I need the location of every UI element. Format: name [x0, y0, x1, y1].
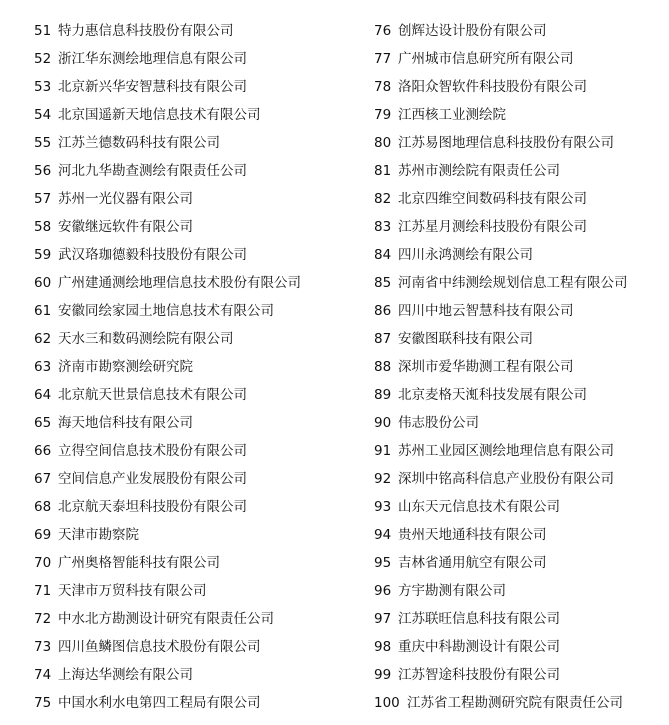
item-number: 90 [374, 415, 392, 431]
item-number: 62 [34, 331, 52, 347]
company-name: 四川永鸿测绘有限公司 [398, 247, 533, 263]
list-item [374, 549, 664, 577]
list-item [34, 157, 344, 185]
list-item [34, 549, 344, 577]
list-item [374, 73, 664, 101]
company-name: 广州奥格智能科技有限公司 [58, 555, 220, 571]
item-number: 92 [374, 471, 392, 487]
item-number: 60 [34, 275, 52, 291]
item-number: 77 [374, 51, 392, 67]
company-name: 江苏兰德数码科技有限公司 [58, 135, 220, 151]
item-number: 87 [374, 331, 392, 347]
item-number: 65 [34, 415, 52, 431]
list-item [374, 297, 664, 325]
item-number: 51 [34, 23, 52, 39]
company-name: 中国水利水电第四工程局有限公司 [58, 695, 261, 711]
company-name: 济南市勘察测绘研究院 [58, 359, 193, 375]
list-item [34, 465, 344, 493]
company-name: 重庆中科勘测设计有限公司 [398, 639, 560, 655]
list-item [374, 101, 664, 129]
list-item [34, 493, 344, 521]
list-item [374, 437, 664, 465]
list-item [34, 521, 344, 549]
item-number: 70 [34, 555, 52, 571]
list-item [34, 213, 344, 241]
company-name: 江苏星月测绘科技股份有限公司 [398, 219, 587, 235]
item-number: 94 [374, 527, 392, 543]
company-name: 苏州一光仪器有限公司 [58, 191, 193, 207]
list-item [374, 241, 664, 269]
company-name: 北京四维空间数码科技有限公司 [398, 191, 587, 207]
item-number: 69 [34, 527, 52, 543]
item-number: 63 [34, 359, 52, 375]
company-name: 苏州市测绘院有限责任公司 [398, 163, 560, 179]
item-number: 85 [374, 275, 392, 291]
company-name: 四川中地云智慧科技有限公司 [398, 303, 574, 319]
list-item [374, 689, 664, 717]
list-item [34, 241, 344, 269]
item-number: 80 [374, 135, 392, 151]
company-name: 创辉达设计股份有限公司 [398, 23, 547, 39]
list-item [34, 661, 344, 689]
list-item [34, 437, 344, 465]
company-name: 北京航天泰坦科技股份有限公司 [58, 499, 247, 515]
list-item [34, 577, 344, 605]
list-item [34, 353, 344, 381]
company-name: 吉林省通用航空有限公司 [398, 555, 547, 571]
list-item [374, 577, 664, 605]
item-number: 67 [34, 471, 52, 487]
list-item [374, 381, 664, 409]
item-number: 78 [374, 79, 392, 95]
company-name: 武汉珞珈德毅科技股份有限公司 [58, 247, 247, 263]
item-number: 82 [374, 191, 392, 207]
list-item [374, 157, 664, 185]
left-column [34, 17, 344, 717]
list-item [34, 297, 344, 325]
list-item [374, 213, 664, 241]
item-number: 93 [374, 499, 392, 515]
company-name: 安徽图联科技有限公司 [398, 331, 533, 347]
list-item [374, 633, 664, 661]
item-number: 98 [374, 639, 392, 655]
list-item [34, 409, 344, 437]
company-name: 洛阳众智软件科技股份有限公司 [398, 79, 587, 95]
company-name: 河南省中纬测绘规划信息工程有限公司 [398, 275, 628, 291]
company-name: 山东天元信息技术有限公司 [398, 499, 560, 515]
company-name: 北京航天世景信息技术有限公司 [58, 387, 247, 403]
company-name: 江苏联旺信息科技有限公司 [398, 611, 560, 627]
list-item [34, 269, 344, 297]
company-name: 江西核工业测绘院 [398, 107, 506, 123]
item-number: 100 [374, 695, 400, 711]
right-column [374, 17, 664, 717]
item-number: 88 [374, 359, 392, 375]
company-name: 海天地信科技有限公司 [58, 415, 193, 431]
item-number: 91 [374, 443, 392, 459]
list-item [374, 269, 664, 297]
company-name: 广州建通测绘地理信息技术股份有限公司 [58, 275, 301, 291]
company-name: 苏州工业园区测绘地理信息有限公司 [398, 443, 614, 459]
list-item [34, 325, 344, 353]
item-number: 74 [34, 667, 52, 683]
list-item [374, 325, 664, 353]
company-name: 江苏省工程勘测研究院有限责任公司 [407, 695, 623, 711]
item-number: 86 [374, 303, 392, 319]
list-item [34, 605, 344, 633]
company-name: 安徽同绘家园土地信息技术有限公司 [58, 303, 274, 319]
item-number: 52 [34, 51, 52, 67]
list-item [374, 185, 664, 213]
item-number: 58 [34, 219, 52, 235]
item-number: 95 [374, 555, 392, 571]
company-name: 浙江华东测绘地理信息有限公司 [58, 51, 247, 67]
list-item [374, 353, 664, 381]
list-item [34, 185, 344, 213]
company-name: 伟志股份公司 [398, 415, 479, 431]
item-number: 55 [34, 135, 52, 151]
item-number: 96 [374, 583, 392, 599]
item-number: 75 [34, 695, 52, 711]
list-item [374, 45, 664, 73]
company-name: 安徽继远软件有限公司 [58, 219, 193, 235]
company-name: 空间信息产业发展股份有限公司 [58, 471, 247, 487]
company-name: 北京麦格天渱科技发展有限公司 [398, 387, 587, 403]
company-name: 江苏易图地理信息科技股份有限公司 [398, 135, 614, 151]
company-name: 特力惠信息科技股份有限公司 [58, 23, 234, 39]
list-item [374, 493, 664, 521]
company-name: 四川鱼鳞图信息技术股份有限公司 [58, 639, 261, 655]
item-number: 71 [34, 583, 52, 599]
list-item [374, 17, 664, 45]
item-number: 76 [374, 23, 392, 39]
item-number: 53 [34, 79, 52, 95]
item-number: 89 [374, 387, 392, 403]
list-item [34, 633, 344, 661]
item-number: 59 [34, 247, 52, 263]
list-item [34, 45, 344, 73]
item-number: 66 [34, 443, 52, 459]
item-number: 57 [34, 191, 52, 207]
company-name: 河北九华勘查测绘有限责任公司 [58, 163, 247, 179]
item-number: 83 [374, 219, 392, 235]
item-number: 68 [34, 499, 52, 515]
item-number: 73 [34, 639, 52, 655]
company-name: 深圳中铭高科信息产业股份有限公司 [398, 471, 614, 487]
item-number: 97 [374, 611, 392, 627]
company-name: 贵州天地通科技有限公司 [398, 527, 547, 543]
list-item [34, 101, 344, 129]
company-name: 天水三和数码测绘院有限公司 [58, 331, 234, 347]
company-name: 立得空间信息技术股份有限公司 [58, 443, 247, 459]
company-name: 天津市勘察院 [58, 527, 139, 543]
item-number: 99 [374, 667, 392, 683]
company-name: 天津市万贸科技有限公司 [58, 583, 207, 599]
item-number: 81 [374, 163, 392, 179]
list-item [34, 381, 344, 409]
company-name: 深圳市爱华勘测工程有限公司 [398, 359, 574, 375]
company-name: 广州城市信息研究所有限公司 [398, 51, 574, 67]
company-name: 北京国遥新天地信息技术有限公司 [58, 107, 261, 123]
list-item [374, 409, 664, 437]
list-item [34, 689, 344, 717]
list-item [34, 17, 344, 45]
item-number: 79 [374, 107, 392, 123]
company-name: 江苏智途科技股份有限公司 [398, 667, 560, 683]
list-item [374, 605, 664, 633]
item-number: 72 [34, 611, 52, 627]
item-number: 84 [374, 247, 392, 263]
list-item [374, 465, 664, 493]
company-name: 中水北方勘测设计研究有限责任公司 [58, 611, 274, 627]
item-number: 61 [34, 303, 52, 319]
list-item [34, 129, 344, 157]
item-number: 64 [34, 387, 52, 403]
list-item [34, 73, 344, 101]
list-item [374, 129, 664, 157]
item-number: 56 [34, 163, 52, 179]
company-name: 北京新兴华安智慧科技有限公司 [58, 79, 247, 95]
company-name: 上海达华测绘有限公司 [58, 667, 193, 683]
list-item [374, 521, 664, 549]
list-item [374, 661, 664, 689]
company-name: 方宇勘测有限公司 [398, 583, 506, 599]
item-number: 54 [34, 107, 52, 123]
